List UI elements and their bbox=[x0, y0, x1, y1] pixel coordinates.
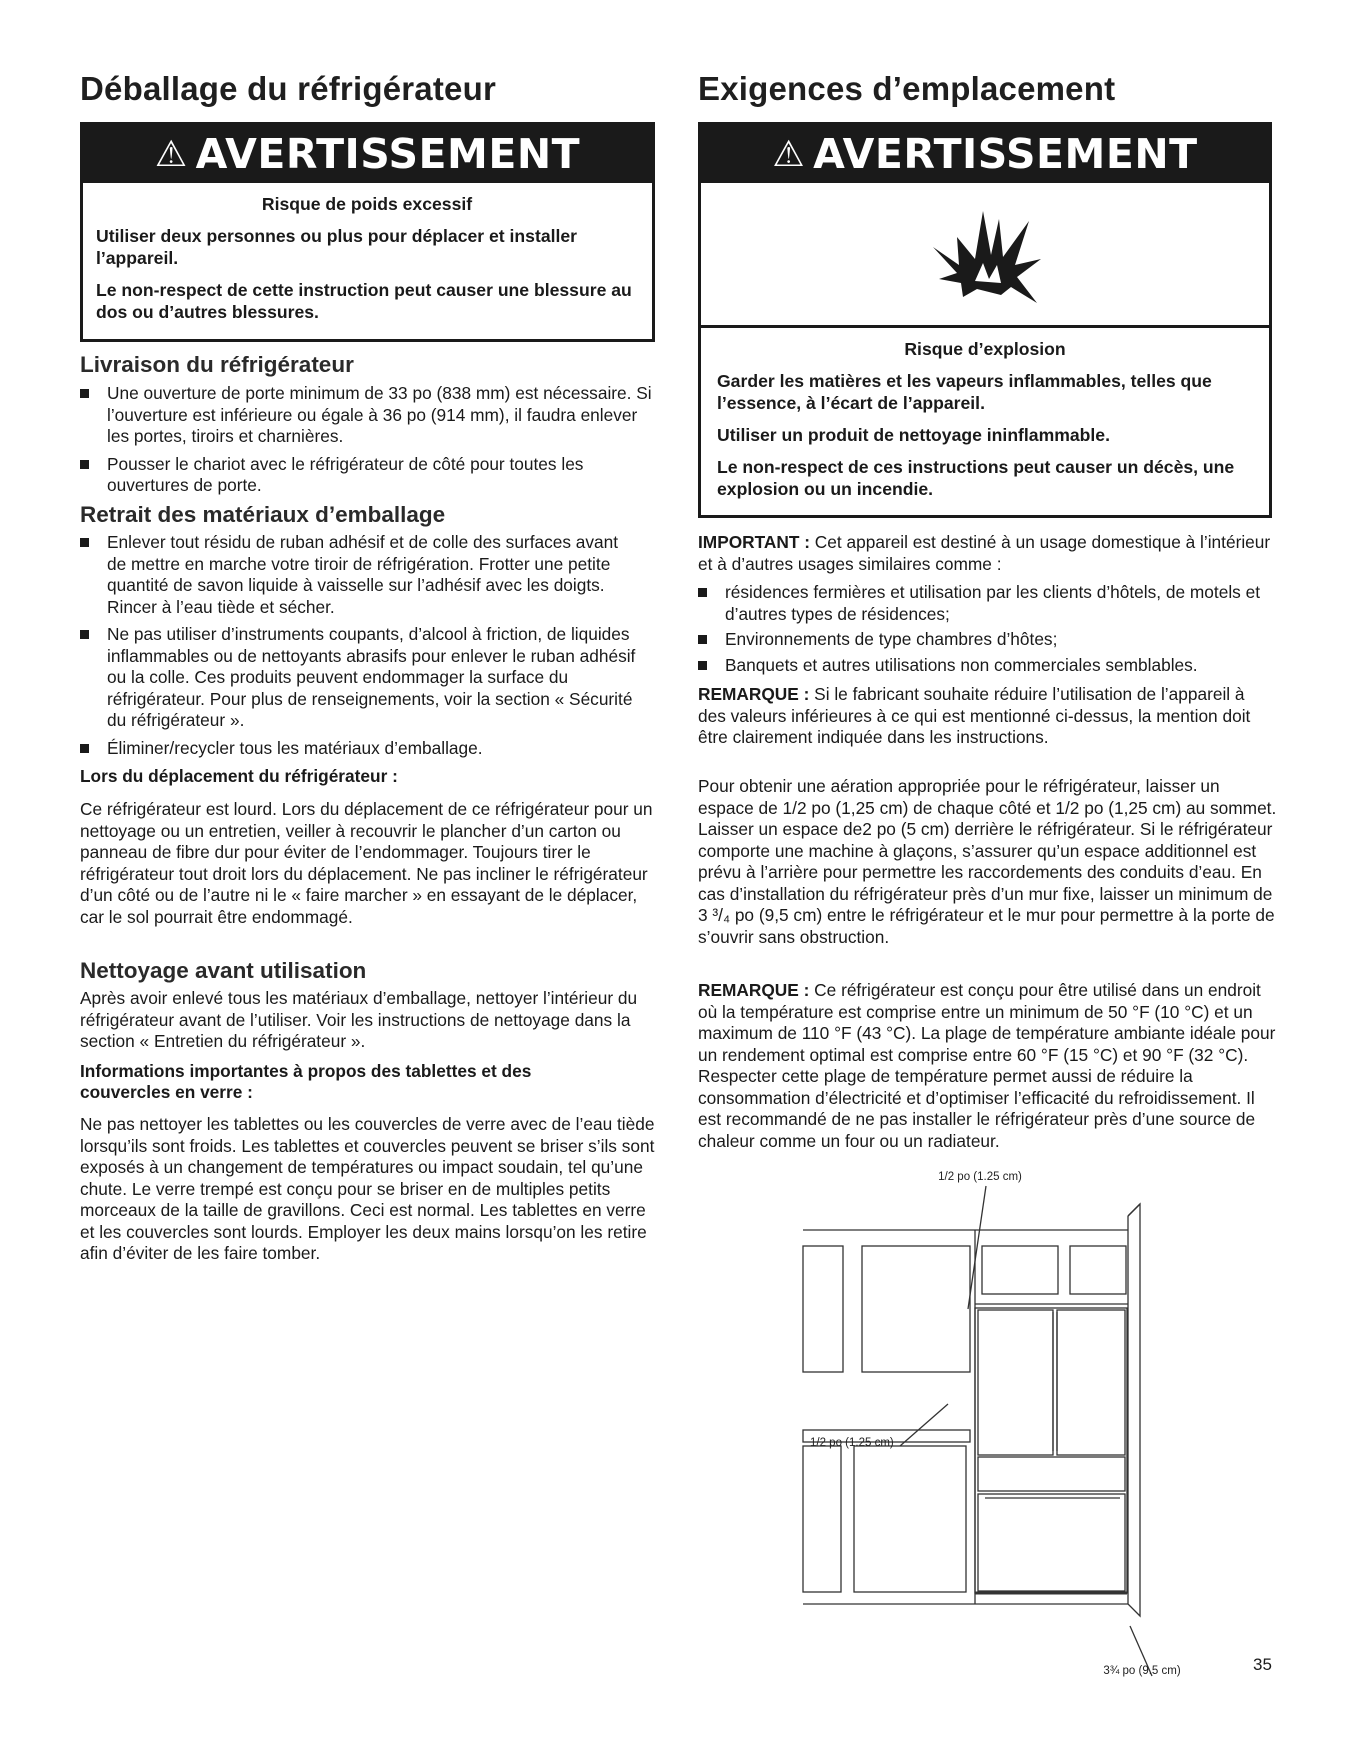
page-title-unpacking: Déballage du réfrigérateur bbox=[80, 70, 496, 107]
removal-list bbox=[80, 532, 640, 765]
remark-label: REMARQUE : bbox=[698, 684, 810, 704]
warning-body bbox=[701, 328, 1269, 510]
heading-cleaning: Nettoyage avant utilisation bbox=[80, 958, 367, 983]
warning-heading: AVERTISSEMENT bbox=[813, 130, 1198, 178]
aeration-text: Pour obtenir une aération appropriée pour le réfrigérateur, laisser un espace de 1/2 po (1,25 cm) de chaque côté et 1/2 po (1,25 cm) au sommet. Laisser un espace de2 po (5 cm) derrière le réfrigérateur. Si le réfrigérateur comporte une machine à glaçons, s’assurer qu’un espace additionnel est prévu à l’arrière pour permettre les raccordements des conduits d’eau. En cas d’installation du réfrigérateur près d’un mur fixe, laisser un minimum de 3 ³/₄ po (9,5 cm) entre le réfrigérateur et le mur pour permettre à la porte de s’ouvrir sans obstruction. bbox=[698, 776, 1277, 947]
remark-temperature bbox=[698, 980, 1278, 1152]
list-item: Enlever tout résidu de ruban adhésif et de colle des surfaces avant de mettre en marche votre tiroir de réfrigération. Frotter une petite quantité de savon liquide à vaisselle sur l’adhésif avec les doigts. Rincer à l’eau tiède et sécher. bbox=[80, 532, 640, 618]
list-item: Pousser le chariot avec le réfrigérateur de côté pour toutes les ouvertures de porte. bbox=[80, 454, 655, 497]
remark-text: Si le fabricant souhaite réduire l’utilisation de l’appareil à des valeurs inférieures à ce qui est mentionné ci-dessus, la mention doit être clairement indiquée dans les instructions. bbox=[698, 684, 1251, 747]
list-item: Une ouverture de porte minimum de 33 po (838 mm) est nécessaire. Si l’ouverture est inférieure ou égale à 36 po (914 mm), il faudra enlever les portes, tiroirs et charnières. bbox=[80, 383, 655, 448]
glass-text: Ne pas nettoyer les tablettes ou les couvercles de verre avec de l’eau tiède lorsqu’ils sont froids. Les tablettes et couvercles peuvent se briser s’ils sont exposés à un changement de températures ou impact soudain, tel qu’une chute. Le verre trempé est conçu pour se briser en de multiples petits morceaux de la taille de gravillons. Ceci est normal. Les tablettes en verre et les couvercles sont lourds. Employer les deux mains lorsqu’on les retire afin d’éviter de les faire tomber. bbox=[80, 1114, 655, 1263]
uses-list bbox=[698, 582, 1273, 680]
moving-text: Ce réfrigérateur est lourd. Lors du déplacement de ce réfrigérateur pour un nettoyage ou un entretien, veiller à recouvrir le plancher d’un carton ou panneau de fibre dur pour éviter de l’endommager. Toujours tirer le réfrigérateur tout droit lors du déplacement. Ne pas incliner le réfrigérateur d’un côté ou de l’autre ni le « faire marcher » en essayant de le déplacer, car le sol pourrait être endommagé. bbox=[80, 799, 653, 927]
warning-header bbox=[83, 125, 652, 183]
warning-risk: Risque de poids excessif bbox=[261, 194, 473, 214]
clearance-label-top: 1/2 po (1.25 cm) bbox=[938, 1171, 1022, 1183]
warning-line: Le non-respect de cette instruction peut causer une blessure au dos ou d’autres blessures. bbox=[96, 280, 632, 322]
clearance-label-side: 1/2 po (1.25 cm) bbox=[810, 1437, 894, 1449]
list-item: Banquets et autres utilisations non commerciales semblables. bbox=[698, 655, 1273, 677]
delivery-list bbox=[80, 383, 655, 503]
heading-glass: Informations importantes à propos des tablettes et des couvercles en verre : bbox=[80, 1061, 532, 1102]
warning-line: Le non-respect de ces instructions peut causer un décès, une explosion ou un incendie. bbox=[717, 457, 1235, 499]
important-note bbox=[698, 532, 1278, 575]
remark-text: Ce réfrigérateur est conçu pour être utilisé dans un endroit où la température est comprise entre un minimum de 50 °F (10 °C) et un maximum de 110 °F (43 °C). La plage de température ambiante idéale pour un rendement optimal est comprise entre 60 °F (15 °C) et 90 °F (32 °C). Respecter cette plage de température permet aussi de réduire la consommation d’électricité et d’optimiser l’efficacité du refroidissement. Il est recommandé de ne pas installer le réfrigérateur près d’une source de chaleur comme un four ou un radiateur. bbox=[698, 980, 1276, 1151]
list-item: résidences fermières et utilisation par les clients d’hôtels, de motels et d’autres types de résidences; bbox=[698, 582, 1273, 625]
list-item: Ne pas utiliser d’instruments coupants, d’alcool à friction, de liquides inflammables ou de nettoyants abrasifs pour enlever le ruban adhésif ou la colle. Ces produits peuvent endommager la surface du réfrigérateur. Pour plus de renseignements, voir la section « Sécurité du réfrigérateur ». bbox=[80, 624, 640, 732]
important-text: Cet appareil est destiné à un usage domestique à l’intérieur et à d’autres usages similaires comme : bbox=[698, 532, 1271, 574]
warning-box-explosion bbox=[698, 122, 1272, 518]
heading-moving: Lors du déplacement du réfrigérateur : bbox=[80, 766, 398, 786]
warning-header bbox=[701, 125, 1269, 183]
warning-heading: AVERTISSEMENT bbox=[195, 130, 581, 178]
warning-triangle-icon: ⚠ bbox=[772, 134, 806, 175]
warning-risk: Risque d’explosion bbox=[904, 339, 1066, 359]
warning-line: Utiliser deux personnes ou plus pour déplacer et installer l’appareil. bbox=[96, 226, 578, 268]
list-item: Environnements de type chambres d’hôtes; bbox=[698, 629, 1273, 651]
warning-line: Garder les matières et les vapeurs inflammables, telles que l’essence, à l’écart de l’appareil. bbox=[717, 371, 1212, 413]
refrigerator-clearance-diagram bbox=[780, 1171, 1181, 1677]
remark-label: REMARQUE : bbox=[698, 980, 810, 1000]
remark-usage bbox=[698, 684, 1263, 749]
cleaning-text: Après avoir enlevé tous les matériaux d’emballage, nettoyer l’intérieur du réfrigérateur avant de l’utiliser. Voir les instructions de nettoyage dans la section « Entretien du réfrigérateur ». bbox=[80, 988, 638, 1051]
clearance-diagram-svg bbox=[780, 1171, 1181, 1677]
explosion-icon bbox=[701, 183, 1269, 328]
important-label: IMPORTANT : bbox=[698, 532, 810, 552]
warning-triangle-icon: ⚠ bbox=[154, 134, 188, 175]
list-item: Éliminer/recycler tous les matériaux d’emballage. bbox=[80, 738, 640, 760]
warning-line: Utiliser un produit de nettoyage ininflammable. bbox=[717, 425, 1110, 445]
explosion-burst-icon bbox=[925, 199, 1045, 309]
heading-delivery: Livraison du réfrigérateur bbox=[80, 352, 354, 377]
page-title-location: Exigences d’emplacement bbox=[698, 70, 1116, 107]
clearance-label-bottom: 3¾ po (9.5 cm) bbox=[1103, 1665, 1181, 1677]
page-number: 35 bbox=[1253, 1655, 1272, 1674]
heading-removal: Retrait des matériaux d’emballage bbox=[80, 502, 446, 527]
warning-body bbox=[83, 183, 652, 333]
warning-box-weight bbox=[80, 122, 655, 342]
